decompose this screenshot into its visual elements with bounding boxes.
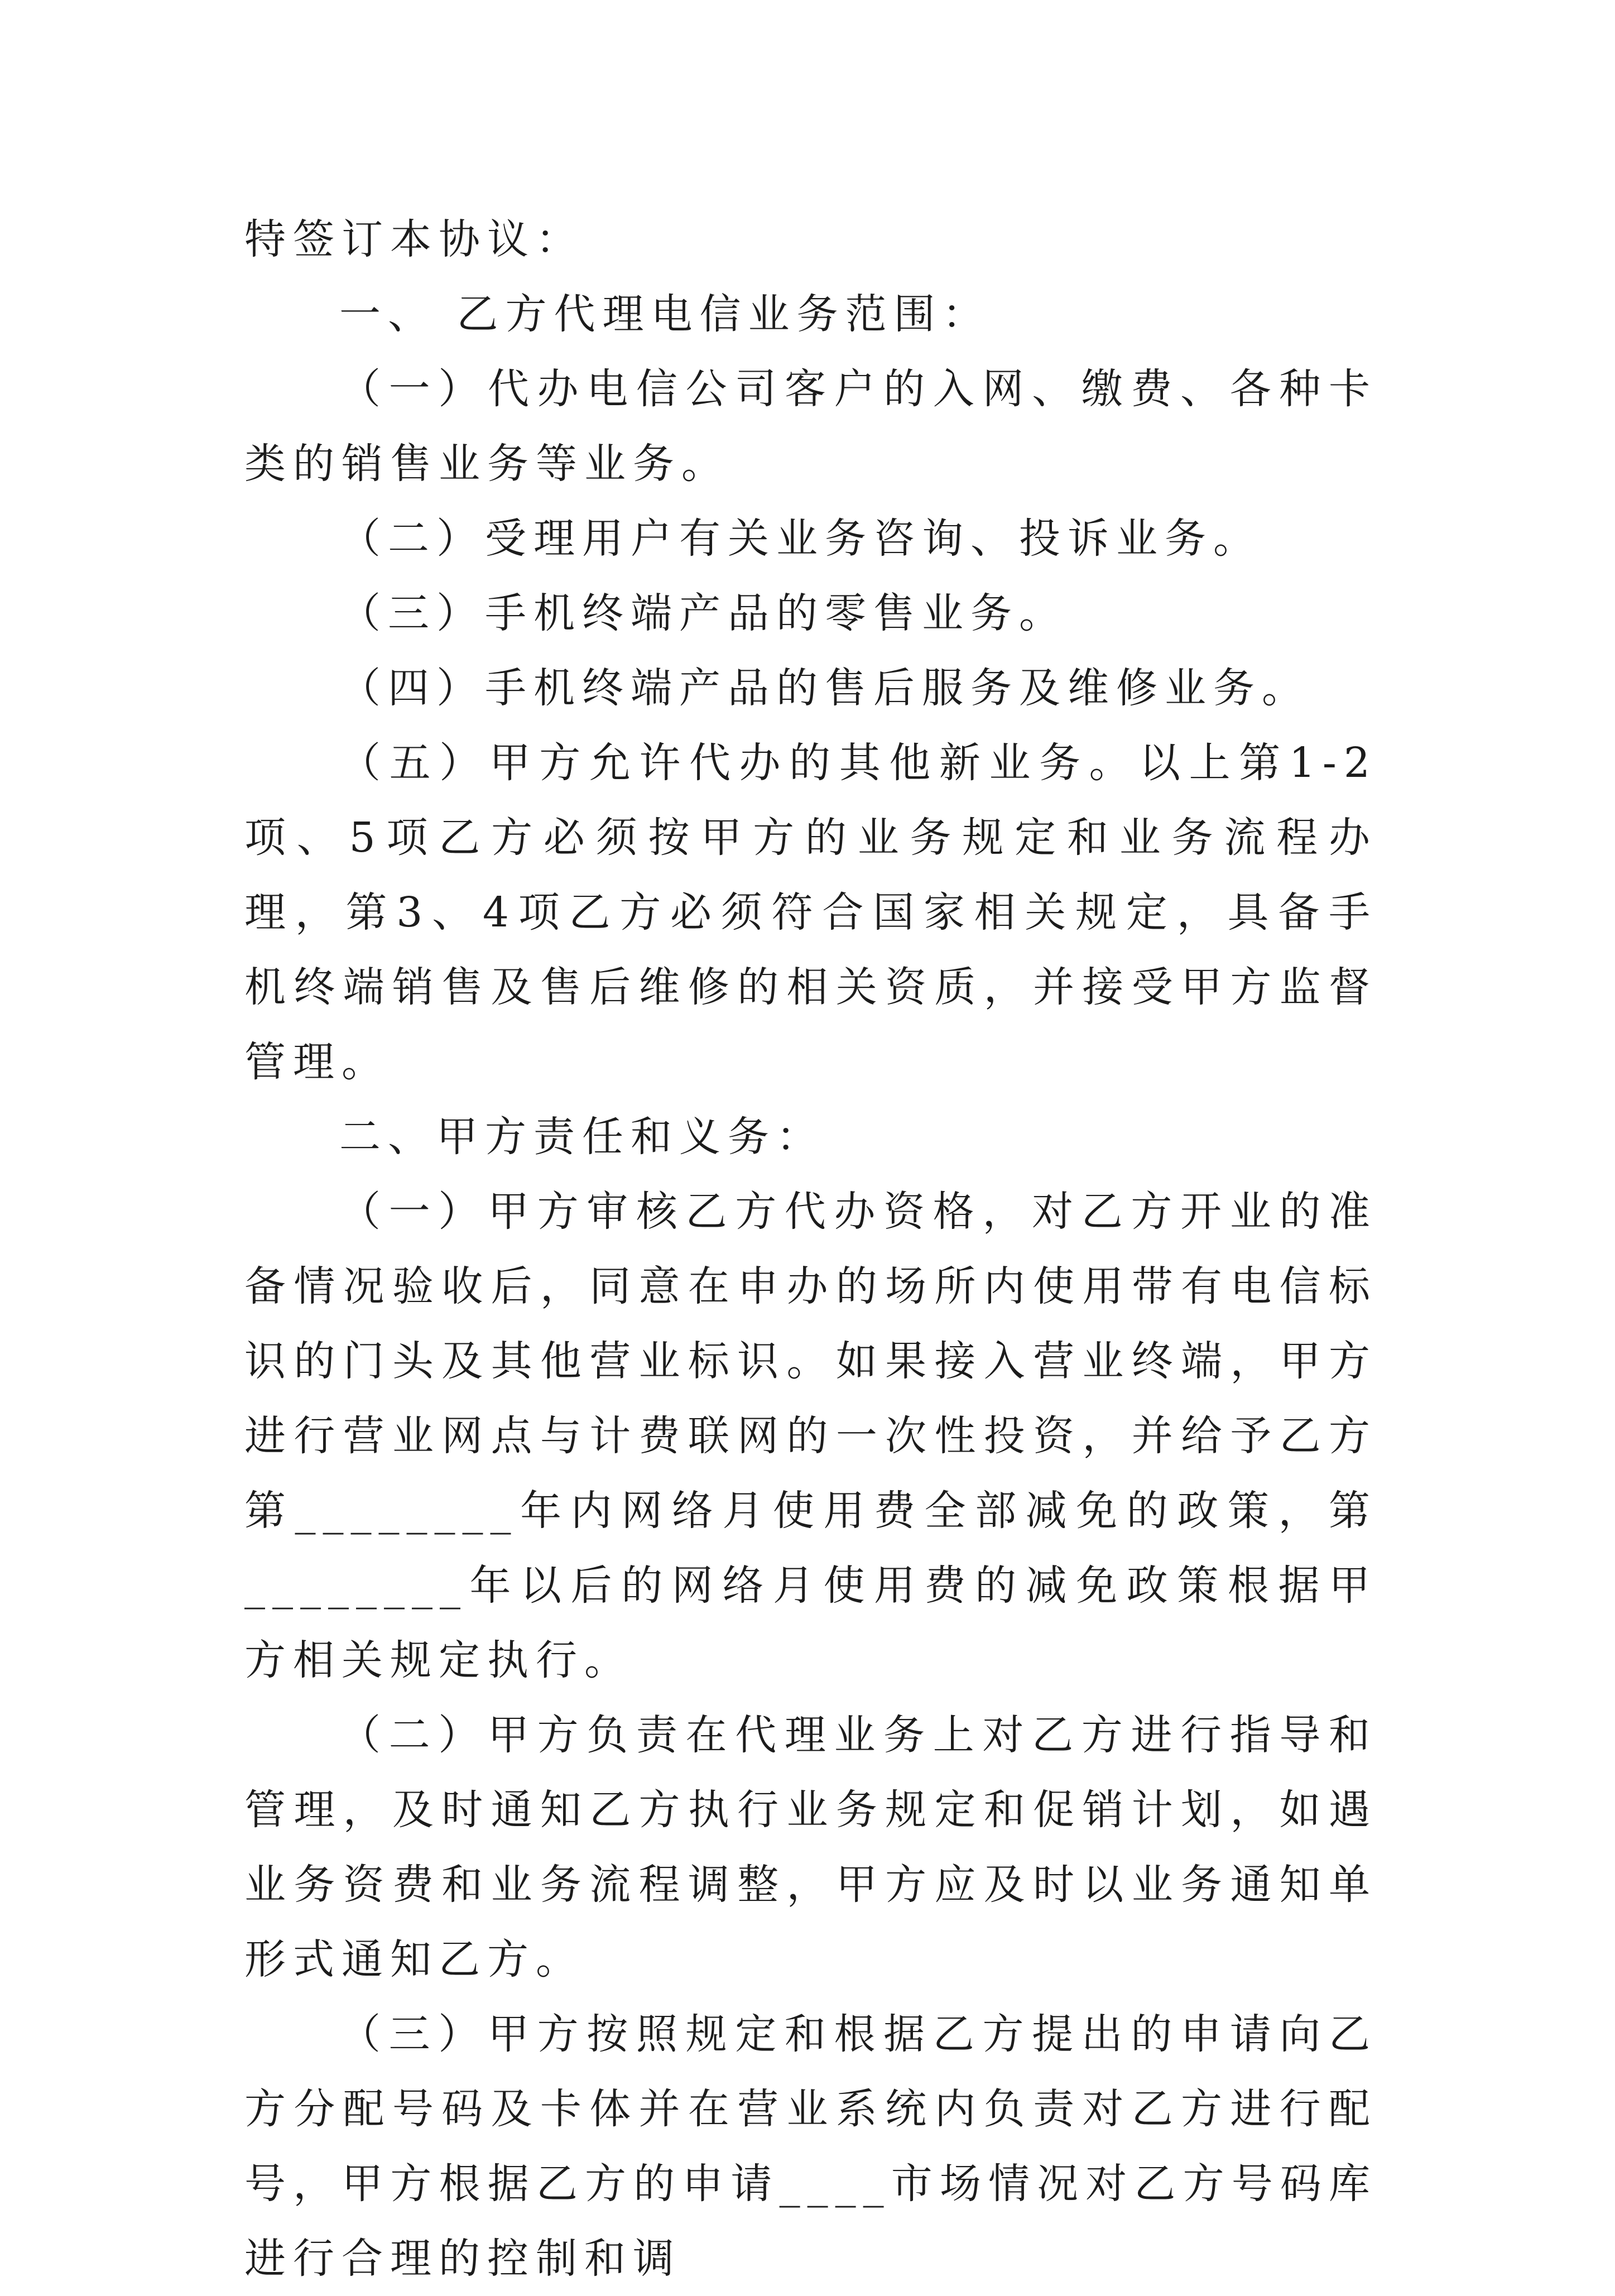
clause-2-3: （三）甲方按照规定和根据乙方提出的申请向乙方分配号码及卡体并在营业系统内负责对乙方进行配号，甲方根据乙方的申请____市场情况对乙方号码库进行合理的控制和调 — [244, 2010, 1377, 2283]
clause-2-2: （二）甲方负责在代理业务上对乙方进行指导和管理，及时通知乙方执行业务规定和促销计划，如遇业务资费和业务流程调整，甲方应及时以业务通知单形式通知乙方。 — [244, 1711, 1377, 1983]
section-heading-party-a: 二、甲方责任和义务： — [339, 1113, 825, 1161]
clause-1-4: （四）手机终端产品的售后服务及维修业务。 — [339, 664, 1310, 712]
clause-1-5: （五）甲方允许代办的其他新业务。以上第1-2项、5项乙方必须按甲方的业务规定和业务流程办理，第3、4项乙方必须符合国家相关规定，具备手机终端销售及售后维修的相关资质，并接受甲方监督管理。 — [244, 739, 1377, 1086]
clause-2-1: （一）甲方审核乙方代办资格，对乙方开业的准备情况验收后，同意在申办的场所内使用带有电信标识的门头及其他营业标识。如果接入营业终端，甲方进行营业网点与计费联网的一次性投资，并给予乙方第________年内网络月使用费全部减免的政策，第________年以后的网络月使用费的减免政策根据甲方相关规定执行。 — [244, 1188, 1377, 1684]
clause-1-1: （一）代办电信公司客户的入网、缴费、各种卡类的销售业务等业务。 — [244, 365, 1377, 488]
paragraph-intro: 特签订本协议： — [244, 215, 584, 263]
section-heading-scope: 一、 乙方代理电信业务范围： — [339, 290, 991, 338]
clause-1-3: （三）手机终端产品的零售业务。 — [339, 589, 1068, 637]
clause-1-2: （二）受理用户有关业务咨询、投诉业务。 — [339, 515, 1262, 563]
document-body — [244, 202, 1377, 2296]
